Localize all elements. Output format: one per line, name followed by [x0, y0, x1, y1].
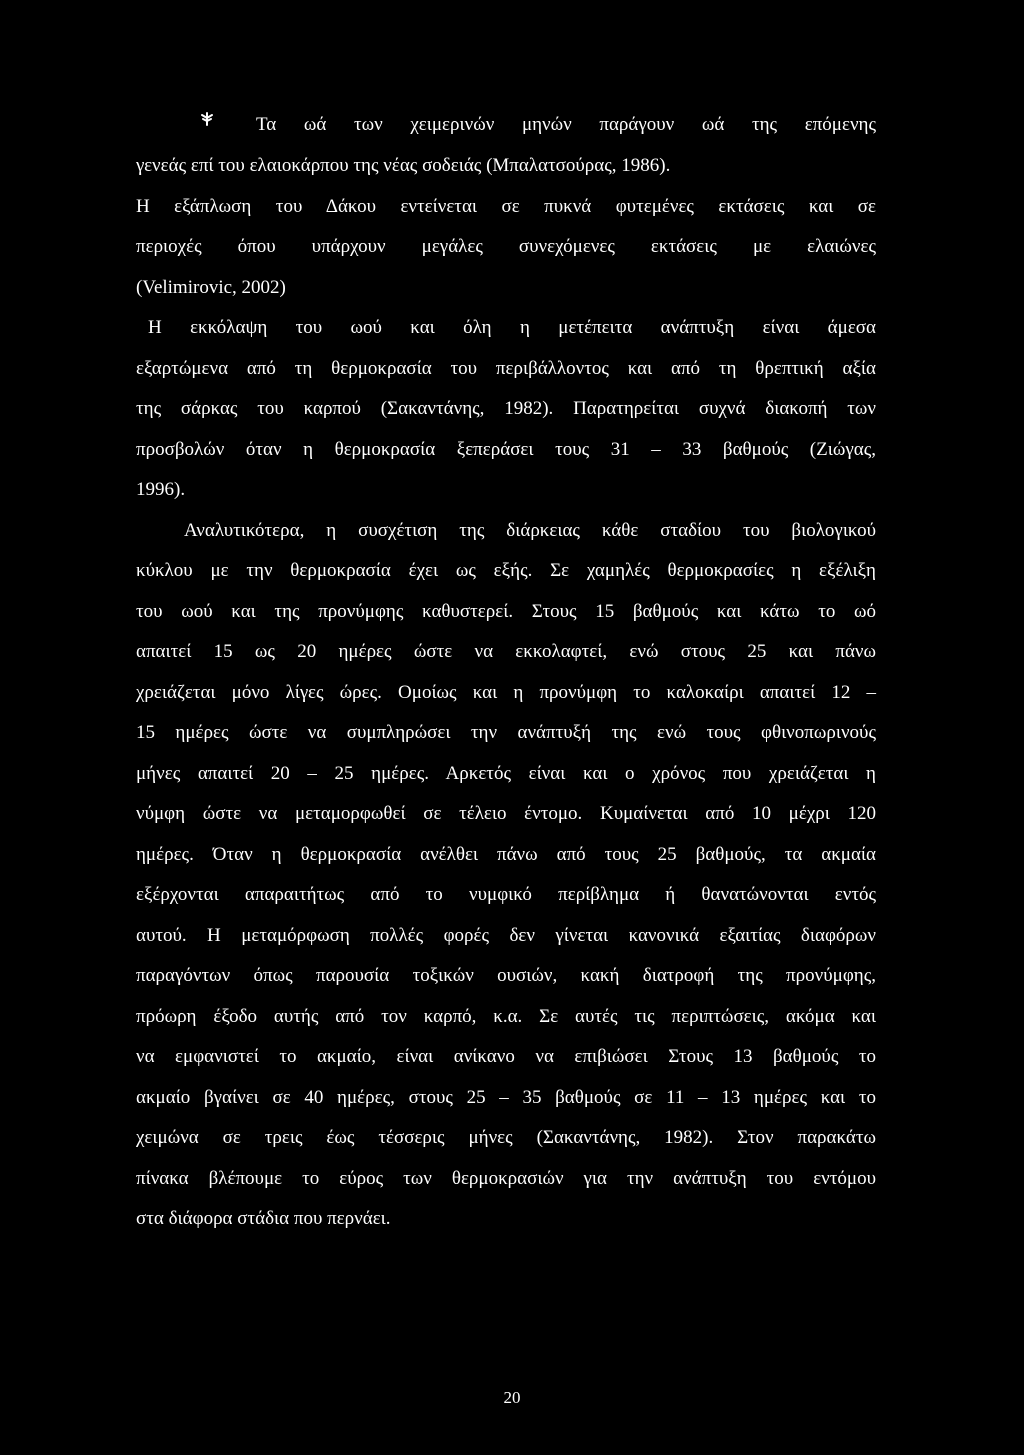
text-line: ημέρες. Όταν η θερμοκρασία ανέλθει πάνω από τους 25 βαθμούς, τα ακμαία [136, 844, 876, 865]
text-line: μήνες απαιτεί 20 – 25 ημέρες. Αρκετός είναι και ο χρόνος που χρειάζεται η [136, 763, 876, 784]
text-line: πρόωρη έξοδο αυτής από τον καρπό, κ.α. Σε αυτές τις περιπτώσεις, ακόμα και [136, 1006, 876, 1027]
text-line: του ωού και της προνύμφης καθυστερεί. Στους 15 βαθμούς και κάτω το ωό [136, 601, 876, 622]
text-line: Η εξάπλωση του Δάκου εντείνεται σε πυκνά φυτεμένες εκτάσεις και σε [136, 196, 876, 217]
text-line: νύμφη ώστε να μεταμορφωθεί σε τέλειο έντομο. Κυμαίνεται από 10 μέχρι 120 [136, 803, 876, 824]
text-line: πίνακα βλέπουμε το εύρος των θερμοκρασιών για την ανάπτυξη του εντόμου [136, 1168, 876, 1189]
text-line: γενεάς επί του ελαιοκάρπου της νέας σοδειάς (Μπαλατσούρας, 1986). [136, 155, 671, 176]
leaf-bullet-icon [200, 112, 214, 126]
text-line: εξαρτώμενα από τη θερμοκρασία του περιβάλλοντος και από τη θρεπτική αξία [136, 358, 876, 379]
text-line: 15 ημέρες ώστε να συμπληρώσει την ανάπτυξή της ενώ τους φθινοπωρινούς [136, 722, 876, 743]
text-line: παραγόντων όπως παρουσία τοξικών ουσιών, κακή διατροφή της προνύμφης, [136, 965, 876, 986]
text-line: αυτού. Η μεταμόρφωση πολλές φορές δεν γίνεται κανονικά εξαιτίας διαφόρων [136, 925, 876, 946]
text-line: απαιτεί 15 ως 20 ημέρες ώστε να εκκολαφτεί, ενώ στους 25 και πάνω [136, 641, 876, 662]
text-line: Η εκκόλαψη του ωού και όλη η μετέπειτα ανάπτυξη είναι άμεσα [148, 317, 876, 338]
text-line: προσβολών όταν η θερμοκρασία ξεπεράσει τους 31 – 33 βαθμούς (Ζιώγας, [136, 439, 876, 460]
text-line: χειμώνα σε τρεις έως τέσσερις μήνες (Σακαντάνης, 1982). Στον παρακάτω [136, 1127, 876, 1148]
text-line: Αναλυτικότερα, η συσχέτιση της διάρκειας κάθε σταδίου του βιολογικού [184, 520, 876, 541]
text-line: της σάρκας του καρπού (Σακαντάνης, 1982). Παρατηρείται συχνά διακοπή των [136, 398, 876, 419]
text-line: χρειάζεται μόνο λίγες ώρες. Ομοίως και η προνύμφη το καλοκαίρι απαιτεί 12 – [136, 682, 876, 703]
text-line: στα διάφορα στάδια που περνάει. [136, 1208, 391, 1229]
text-line: να εμφανιστεί το ακμαίο, είναι ανίκανο να επιβιώσει Στους 13 βαθμούς το [136, 1046, 876, 1067]
text-line: Τα ωά των χειμερινών μηνών παράγουν ωά της επόμενης [256, 114, 876, 135]
text-line: 1996). [136, 479, 186, 500]
page-number: 20 [503, 1388, 521, 1407]
text-line: εξέρχονται απαραιτήτως από το νυμφικό περίβλημα ή θανατώνονται εντός [136, 884, 876, 905]
text-line: περιοχές όπου υπάρχουν μεγάλες συνεχόμενες εκτάσεις με ελαιώνες [136, 236, 876, 257]
text-line: κύκλου με την θερμοκρασία έχει ως εξής. Σε χαμηλές θερμοκρασίες η εξέλιξη [136, 560, 876, 581]
text-line: ακμαίο βγαίνει σε 40 ημέρες, στους 25 – 35 βαθμούς σε 11 – 13 ημέρες και το [136, 1087, 876, 1108]
text-line: (Velimirovic, 2002) [136, 277, 286, 298]
